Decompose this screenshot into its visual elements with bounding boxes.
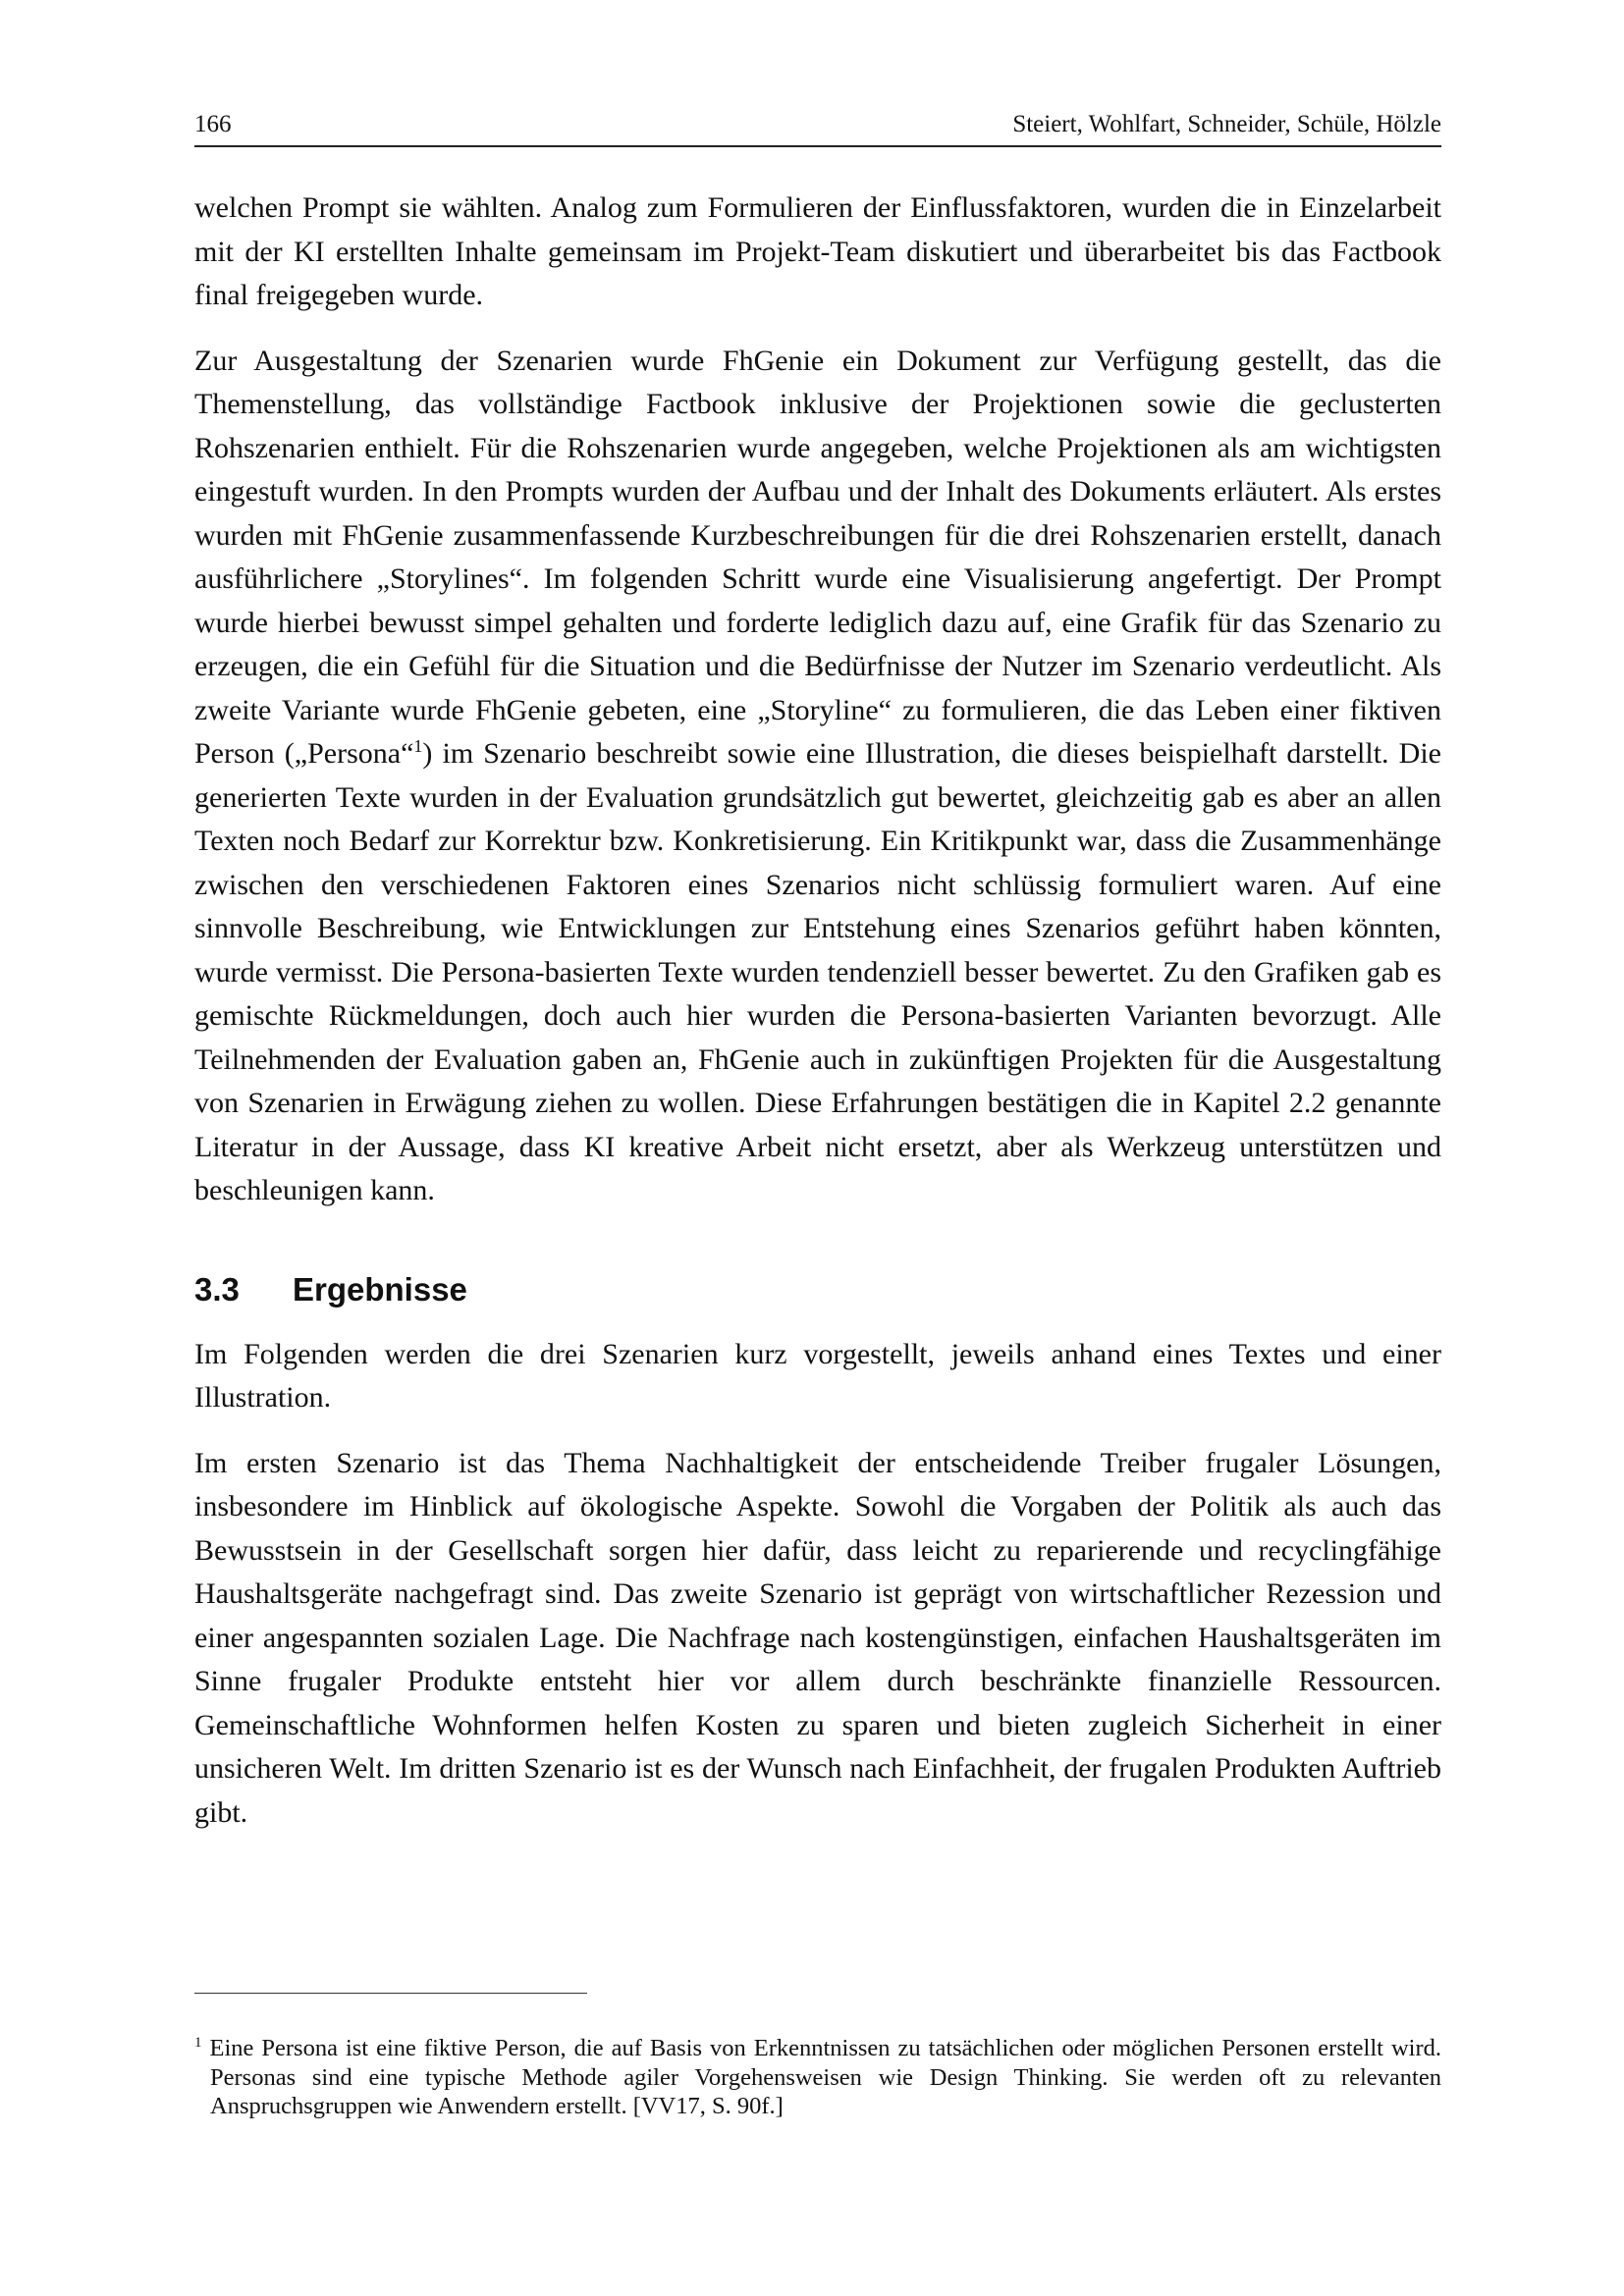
paragraph-2 xyxy=(194,340,1441,1213)
page-number: 166 xyxy=(194,111,232,137)
footnote-reference[interactable]: 1 xyxy=(413,736,423,756)
footnote xyxy=(194,2034,1441,2121)
paragraph-3: Im Folgenden werden die drei Szenarien kurz vorgestellt, jeweils anhand eines Textes und einer Illustration. xyxy=(194,1337,1441,1414)
running-head-authors: Steiert, Wohlfart, Schneider, Schüle, Hölzle xyxy=(1012,111,1441,137)
paragraph-4: Im ersten Szenario ist das Thema Nachhaltigkeit der entscheidende Treiber frugaler Lösungen, insbesondere im Hinblick auf ökologische Aspekte. Sowohl die Vorgaben der Politik als auch das Bewusstsein in der Gesellschaft sorgen hier dafür, dass leicht zu reparierende und recyclingfähige Haushaltsgeräte nachgefragt sind. Das zweite Szenario ist geprägt von wirtschaftlicher Rezession und einer angespannten sozialen Lage. Die Nachfrage nach kostengünstigen, einfachen Haushaltsgeräten im Sinne frugaler Produkte entsteht hier vor allem durch beschränkte finanzielle Ressourcen. Gemeinschaftliche Wohnformen helfen Kosten zu sparen und bieten zugleich Sicherheit in einer unsicheren Welt. Im dritten Szenario ist es der Wunsch nach Einfachheit, der frugalen Produkten Auftrieb gibt. xyxy=(194,1446,1441,1829)
footnote-mark: 1 xyxy=(194,2034,202,2051)
section-title: Ergebnisse xyxy=(293,1270,467,1308)
body-text xyxy=(194,187,1441,1856)
footnote-text: Eine Persona ist eine fiktive Person, die auf Basis von Erkenntnissen zu tatsächlichen oder möglichen Personen erstellt wird. Personas sind eine typische Methode agiler Vorgehensweisen wie Design Thinking. Sie werden oft zu relevanten Anspruchsgruppen wie Anwendern erstellt. [VV17, S. 90f.] xyxy=(209,2035,1442,2119)
paragraph-2-part-2: ) im Szenario beschreibt sowie eine Illustration, die dieses beispielhaft darstellt. Die generierten Texte wurden in der Evaluation grundsätzlich gut bewertet, gleichzeitig gab es aber an allen Texten noch Bedarf zur Korrektur bzw. Konkretisierung. Ein Kritikpunkt war, dass die Zusammenhänge zwischen den verschiedenen Faktoren eines Szenarios nicht schlüssig formuliert waren. Auf eine sinnvolle Beschreibung, wie Entwicklungen zur Entstehung eines Szenarios geführt haben könnten, wurde vermisst. Die Persona-basierten Texte wurden tendenziell besser bewertet. Zu den Grafiken gab es gemischte Rückmeldungen, doch auch hier wurden die Persona-basierten Varianten bevorzugt. Alle Teilnehmenden der Evaluation gaben an, FhGenie auch in zukünftigen Projekten für die Ausgestaltung von Szenarien in Erwägung ziehen zu wollen. Diese Erfahrungen bestätigen die in Kapitel 2.2 genannte Literatur in der Aussage, dass KI kreative Arbeit nicht ersetzt, aber als Werkzeug unterstützen und beschleunigen kann. xyxy=(194,737,1441,1206)
paragraph-1: welchen Prompt sie wählten. Analog zum Formulieren der Einflussfaktoren, wurden die in Einzelarbeit mit der KI erstellten Inhalte gemeinsam im Projekt-Team diskutiert und überarbeitet bis das Factbook final freigegeben wurde. xyxy=(194,191,1441,311)
paragraph-2-part-1: Zur Ausgestaltung der Szenarien wurde FhGenie ein Dokument zur Verfügung gestellt, das die Themenstellung, das vollständige Factbook inklusive der Projektionen sowie die geclusterten Rohszenarien enthielt. Für die Rohszenarien wurde angegeben, welche Projektionen als am wichtigsten eingestuft wurden. In den Prompts wurden der Aufbau und der Inhalt des Dokuments erläutert. Als erstes wurden mit FhGenie zusammenfassende Kurzbeschreibungen für die drei Rohszenarien erstellt, danach ausführlichere „Storylines“. Im folgenden Schritt wurde eine Visualisierung angefertigt. Der Prompt wurde hierbei bewusst simpel gehalten und forderte lediglich dazu auf, eine Grafik für das Szenario zu erzeugen, die ein Gefühl für die Situation und die Bedürfnisse der Nutzer im Szenario verdeutlicht. Als zweite Variante wurde FhGenie gebeten, eine „Storyline“ zu formulieren, die das Leben einer fiktiven Person („Persona“ xyxy=(194,344,1441,770)
running-head xyxy=(194,110,1441,147)
section-number: 3.3 xyxy=(194,1270,240,1308)
footnote-divider xyxy=(194,1993,587,1994)
section-heading xyxy=(194,1270,1441,1309)
